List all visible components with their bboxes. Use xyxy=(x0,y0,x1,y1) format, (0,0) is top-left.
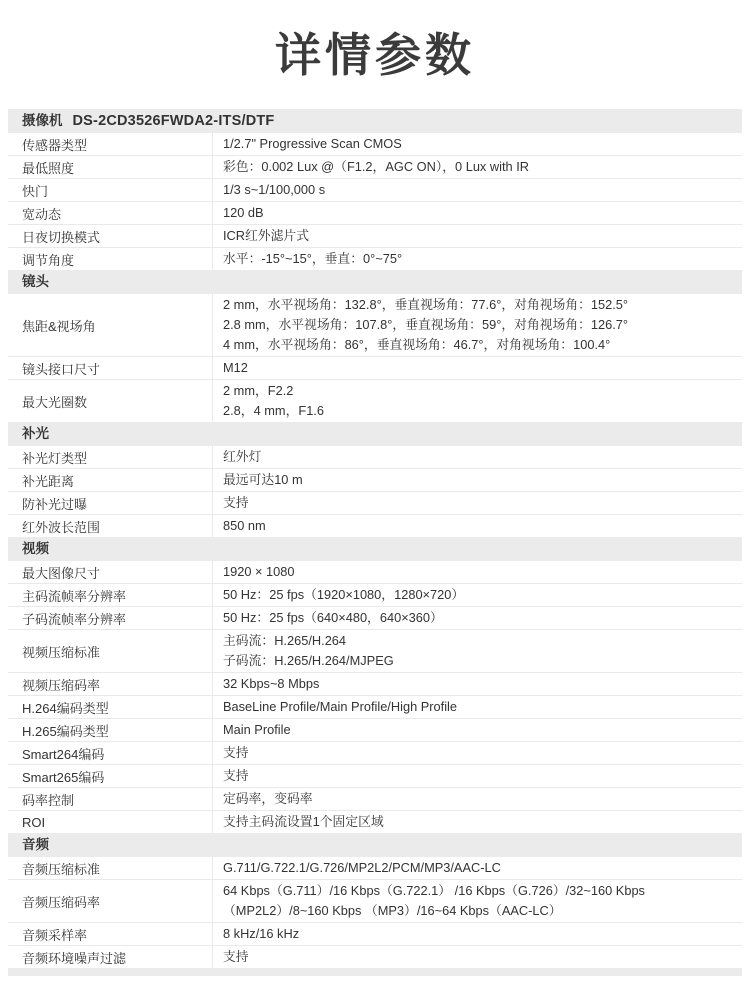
spec-label: 主码流帧率分辨率 xyxy=(22,588,127,604)
spec-label: 调节角度 xyxy=(22,252,75,268)
spec-value xyxy=(212,202,742,224)
spec-value xyxy=(212,156,742,178)
spec-value-line: 红外灯 xyxy=(223,449,262,464)
spec-label: 最大图像尺寸 xyxy=(22,565,101,581)
spec-value-line: M12 xyxy=(223,360,248,375)
spec-value-line: 支持 xyxy=(223,768,249,783)
spec-value xyxy=(212,880,742,922)
section-name: 镜头 xyxy=(22,274,49,289)
spec-row xyxy=(8,857,742,879)
section-name: 视频 xyxy=(22,541,49,556)
spec-value-line: ICR红外滤片式 xyxy=(223,228,310,243)
spec-value-line: Main Profile xyxy=(223,722,291,737)
section-header xyxy=(8,270,742,294)
section-header xyxy=(8,833,742,857)
spec-row xyxy=(8,764,742,787)
spec-label: 日夜切换模式 xyxy=(22,229,101,245)
spec-value-line: 最远可达10 m xyxy=(223,472,303,487)
section-name: 补光 xyxy=(22,426,49,441)
spec-value-line: 2 mm，F2.2 xyxy=(223,383,294,398)
spec-row xyxy=(8,561,742,583)
spec-label: H.264编码类型 xyxy=(22,700,109,716)
spec-value xyxy=(212,492,742,514)
section-header xyxy=(8,422,742,446)
spec-row xyxy=(8,945,742,968)
spec-label: 补光距离 xyxy=(22,473,75,489)
spec-row xyxy=(8,787,742,810)
spec-row xyxy=(8,629,742,672)
spec-label: H.265编码类型 xyxy=(22,723,109,739)
spec-value xyxy=(212,248,742,270)
spec-value-line: 支持主码流设置1个固定区域 xyxy=(223,814,384,829)
spec-label: 音频环境噪声过滤 xyxy=(22,950,127,966)
spec-row xyxy=(8,810,742,833)
spec-row xyxy=(8,718,742,741)
spec-value xyxy=(212,811,742,833)
spec-value-line: 32 Kbps~8 Mbps xyxy=(223,676,320,691)
spec-value xyxy=(212,742,742,764)
spec-value xyxy=(212,515,742,537)
spec-label: 焦距&视场角 xyxy=(22,318,96,334)
spec-label: 音频压缩标准 xyxy=(22,861,101,877)
spec-value xyxy=(212,765,742,787)
spec-row xyxy=(8,468,742,491)
spec-row xyxy=(8,672,742,695)
spec-table xyxy=(8,109,742,968)
spec-value xyxy=(212,225,742,247)
spec-value xyxy=(212,788,742,810)
spec-label: 码率控制 xyxy=(22,792,75,808)
spec-value-line: 1920 × 1080 xyxy=(223,564,295,579)
spec-label: 镜头接口尺寸 xyxy=(22,361,101,377)
spec-value-line: 64 Kbps（G.711）/16 Kbps（G.722.1） /16 Kbps（G.726）/32~160 Kbps（MP2L2）/8~160 Kbps （MP3）/16~64 Kbps（AAC-LC） xyxy=(223,883,645,918)
spec-section xyxy=(8,109,742,270)
spec-label: ROI xyxy=(22,814,46,830)
spec-value-line: 支持 xyxy=(223,495,249,510)
spec-value-line: 定码率，变码率 xyxy=(223,791,313,806)
spec-value xyxy=(212,469,742,491)
spec-label: 宽动态 xyxy=(22,206,62,222)
spec-value-line: 水平：-15°~15°，垂直：0°~75° xyxy=(223,251,403,266)
spec-row xyxy=(8,224,742,247)
spec-value xyxy=(212,380,742,422)
spec-value xyxy=(212,719,742,741)
spec-row xyxy=(8,133,742,155)
spec-label: 防补光过曝 xyxy=(22,496,88,512)
spec-value-line: 子码流：H.265/H.264/MJPEG xyxy=(223,653,394,668)
spec-label: 最低照度 xyxy=(22,160,75,176)
spec-value-line: 支持 xyxy=(223,745,249,760)
spec-row xyxy=(8,879,742,922)
spec-value-line: 支持 xyxy=(223,949,249,964)
spec-value-line: 1/3 s~1/100,000 s xyxy=(223,182,326,197)
spec-value xyxy=(212,923,742,945)
spec-row xyxy=(8,247,742,270)
spec-value xyxy=(212,607,742,629)
spec-value xyxy=(212,630,742,672)
spec-row xyxy=(8,741,742,764)
spec-row xyxy=(8,606,742,629)
spec-row xyxy=(8,583,742,606)
spec-label: Smart264编码 xyxy=(22,746,105,762)
spec-section xyxy=(8,270,742,422)
spec-value-line: BaseLine Profile/Main Profile/High Profile xyxy=(223,699,458,714)
next-section-strip xyxy=(8,968,742,976)
spec-value xyxy=(212,179,742,201)
spec-label: 最大光圈数 xyxy=(22,394,88,410)
spec-section xyxy=(8,833,742,968)
spec-value-line: G.711/G.722.1/G.726/MP2L2/PCM/MP3/AAC-LC xyxy=(223,860,501,875)
spec-row xyxy=(8,178,742,201)
spec-section xyxy=(8,537,742,833)
section-name: 摄像机 xyxy=(22,113,63,128)
spec-value xyxy=(212,561,742,583)
spec-value-line: 1/2.7" Progressive Scan CMOS xyxy=(223,136,402,151)
section-name: 音频 xyxy=(22,837,49,852)
spec-value xyxy=(212,446,742,468)
spec-value xyxy=(212,673,742,695)
spec-value-line: 850 nm xyxy=(223,518,266,533)
spec-value-line: 2 mm，水平视场角：132.8°，垂直视场角：77.6°，对角视场角：152.5° xyxy=(223,297,629,312)
spec-value xyxy=(212,584,742,606)
spec-value xyxy=(212,696,742,718)
spec-value-line: 50 Hz：25 fps（1920×1080，1280×720） xyxy=(223,587,465,602)
spec-value xyxy=(212,357,742,379)
spec-label: Smart265编码 xyxy=(22,769,105,785)
spec-row xyxy=(8,695,742,718)
spec-value-line: 主码流：H.265/H.264 xyxy=(223,633,347,648)
spec-value-line: 彩色：0.002 Lux @（F1.2，AGC ON），0 Lux with IR xyxy=(223,159,529,174)
spec-value-line: 2.8 mm，水平视场角：107.8°，垂直视场角：59°，对角视场角：126.7° xyxy=(223,317,629,332)
spec-label: 音频压缩码率 xyxy=(22,894,101,910)
spec-row xyxy=(8,446,742,468)
spec-label: 视频压缩标准 xyxy=(22,644,101,660)
section-header xyxy=(8,109,742,133)
spec-label: 快门 xyxy=(22,183,49,199)
spec-label: 补光灯类型 xyxy=(22,450,88,466)
spec-label: 音频采样率 xyxy=(22,927,88,943)
spec-row xyxy=(8,514,742,537)
spec-section xyxy=(8,422,742,537)
spec-label: 红外波长范围 xyxy=(22,519,101,535)
spec-value xyxy=(212,857,742,879)
spec-label: 传感器类型 xyxy=(22,137,88,153)
spec-row xyxy=(8,201,742,224)
spec-row xyxy=(8,379,742,422)
spec-value-line: 120 dB xyxy=(223,205,264,220)
spec-row xyxy=(8,922,742,945)
spec-value-line: 50 Hz：25 fps（640×480，640×360） xyxy=(223,610,443,625)
spec-row xyxy=(8,491,742,514)
spec-label: 视频压缩码率 xyxy=(22,677,101,693)
spec-value-line: 4 mm，水平视场角：86°，垂直视场角：46.7°，对角视场角：100.4° xyxy=(223,337,611,352)
spec-label: 子码流帧率分辨率 xyxy=(22,611,127,627)
spec-row xyxy=(8,294,742,356)
spec-value-line: 2.8，4 mm，F1.6 xyxy=(223,403,324,418)
section-header xyxy=(8,537,742,561)
spec-row xyxy=(8,155,742,178)
spec-value-line: 8 kHz/16 kHz xyxy=(223,926,300,941)
section-model: DS-2CD3526FWDA2-ITS/DTF xyxy=(72,113,275,129)
spec-value xyxy=(212,294,742,356)
spec-row xyxy=(8,356,742,379)
spec-value xyxy=(212,133,742,155)
page-title: 详情参数 xyxy=(275,29,475,81)
spec-value xyxy=(212,946,742,968)
